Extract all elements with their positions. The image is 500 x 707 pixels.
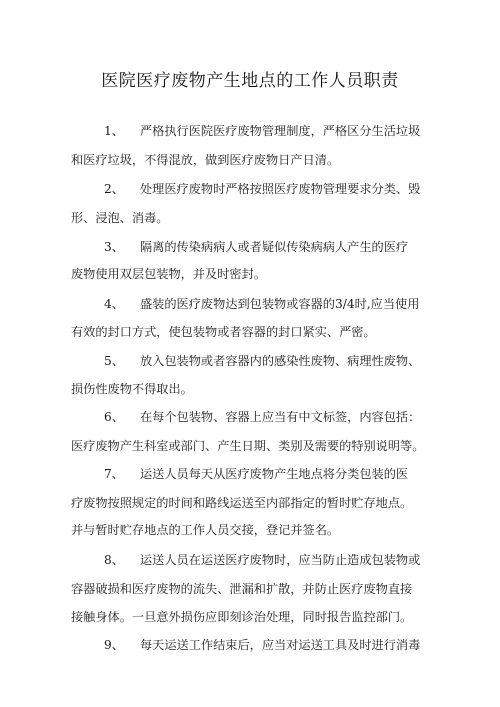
item-text-line: 形、浸泡、消毒。: [71, 211, 169, 225]
item-text-line: 废物使用双层包装物，并及时密封。: [71, 267, 266, 281]
item-text-line: 运送人员每天从医疗废物产生地点将分类包装的医: [140, 467, 409, 481]
item-text-line: 容器破损和医疗废物的流失、泄漏和扩散，并防止医疗废物直接: [71, 582, 413, 596]
item-text-line: 损伤性废物不得取出。: [71, 382, 193, 396]
item-text-line: 并与暂时贮存地点的工作人员交接，登记并签名。: [71, 523, 340, 537]
document-title: 医院医疗废物产生地点的工作人员职责: [101, 71, 399, 91]
item-text-line: 疗废物按照规定的时间和路线运送至内部指定的暂时贮存地点。: [71, 496, 413, 510]
item-text-line: 和医疗垃圾，不得混放，做到医疗废物日产日清。: [71, 153, 340, 167]
item-number: 6、: [104, 410, 124, 424]
item-text-line: 接触身体。一旦意外损伤应即刻诊治处理，同时报告监控部门。: [71, 610, 413, 624]
item-number: 3、: [104, 240, 124, 254]
item-text-line: 在每个包装物、容器上应当有中文标签，内容包括：: [140, 410, 421, 424]
item-text-line: 盛装的医疗废物达到包装物或容器的3/4时,应当使用: [140, 297, 420, 311]
item-text-line: 有效的封口方式，使包装物或者容器的封口紧实、严密。: [71, 325, 376, 339]
item-text-line: 放入包装物或者容器内的感染性废物、病理性废物、: [140, 354, 421, 368]
item-number: 2、: [104, 182, 124, 196]
item-number: 5、: [104, 354, 124, 368]
item-number: 1、: [104, 124, 124, 138]
item-text-line: 医疗废物产生科室或部门、产生日期、类别及需要的特别说明等。: [71, 439, 425, 453]
item-text-line: 每天运送工作结束后，应当对运送工具及时进行消毒: [140, 638, 421, 652]
item-text-line: 运送人员在运送医疗废物时，应当防止造成包装物或: [140, 553, 421, 567]
item-number: 9、: [104, 638, 124, 652]
item-text-line: 处理医疗废物时严格按照医疗废物管理要求分类、毁: [140, 182, 421, 196]
item-text-line: 隔离的传染病病人或者疑似传染病病人产生的医疗: [140, 240, 409, 254]
item-number: 4、: [104, 297, 124, 311]
item-text-line: 严格执行医院医疗废物管理制度，严格区分生活垃圾: [140, 124, 421, 138]
item-number: 7、: [104, 467, 124, 481]
item-number: 8、: [104, 553, 124, 567]
